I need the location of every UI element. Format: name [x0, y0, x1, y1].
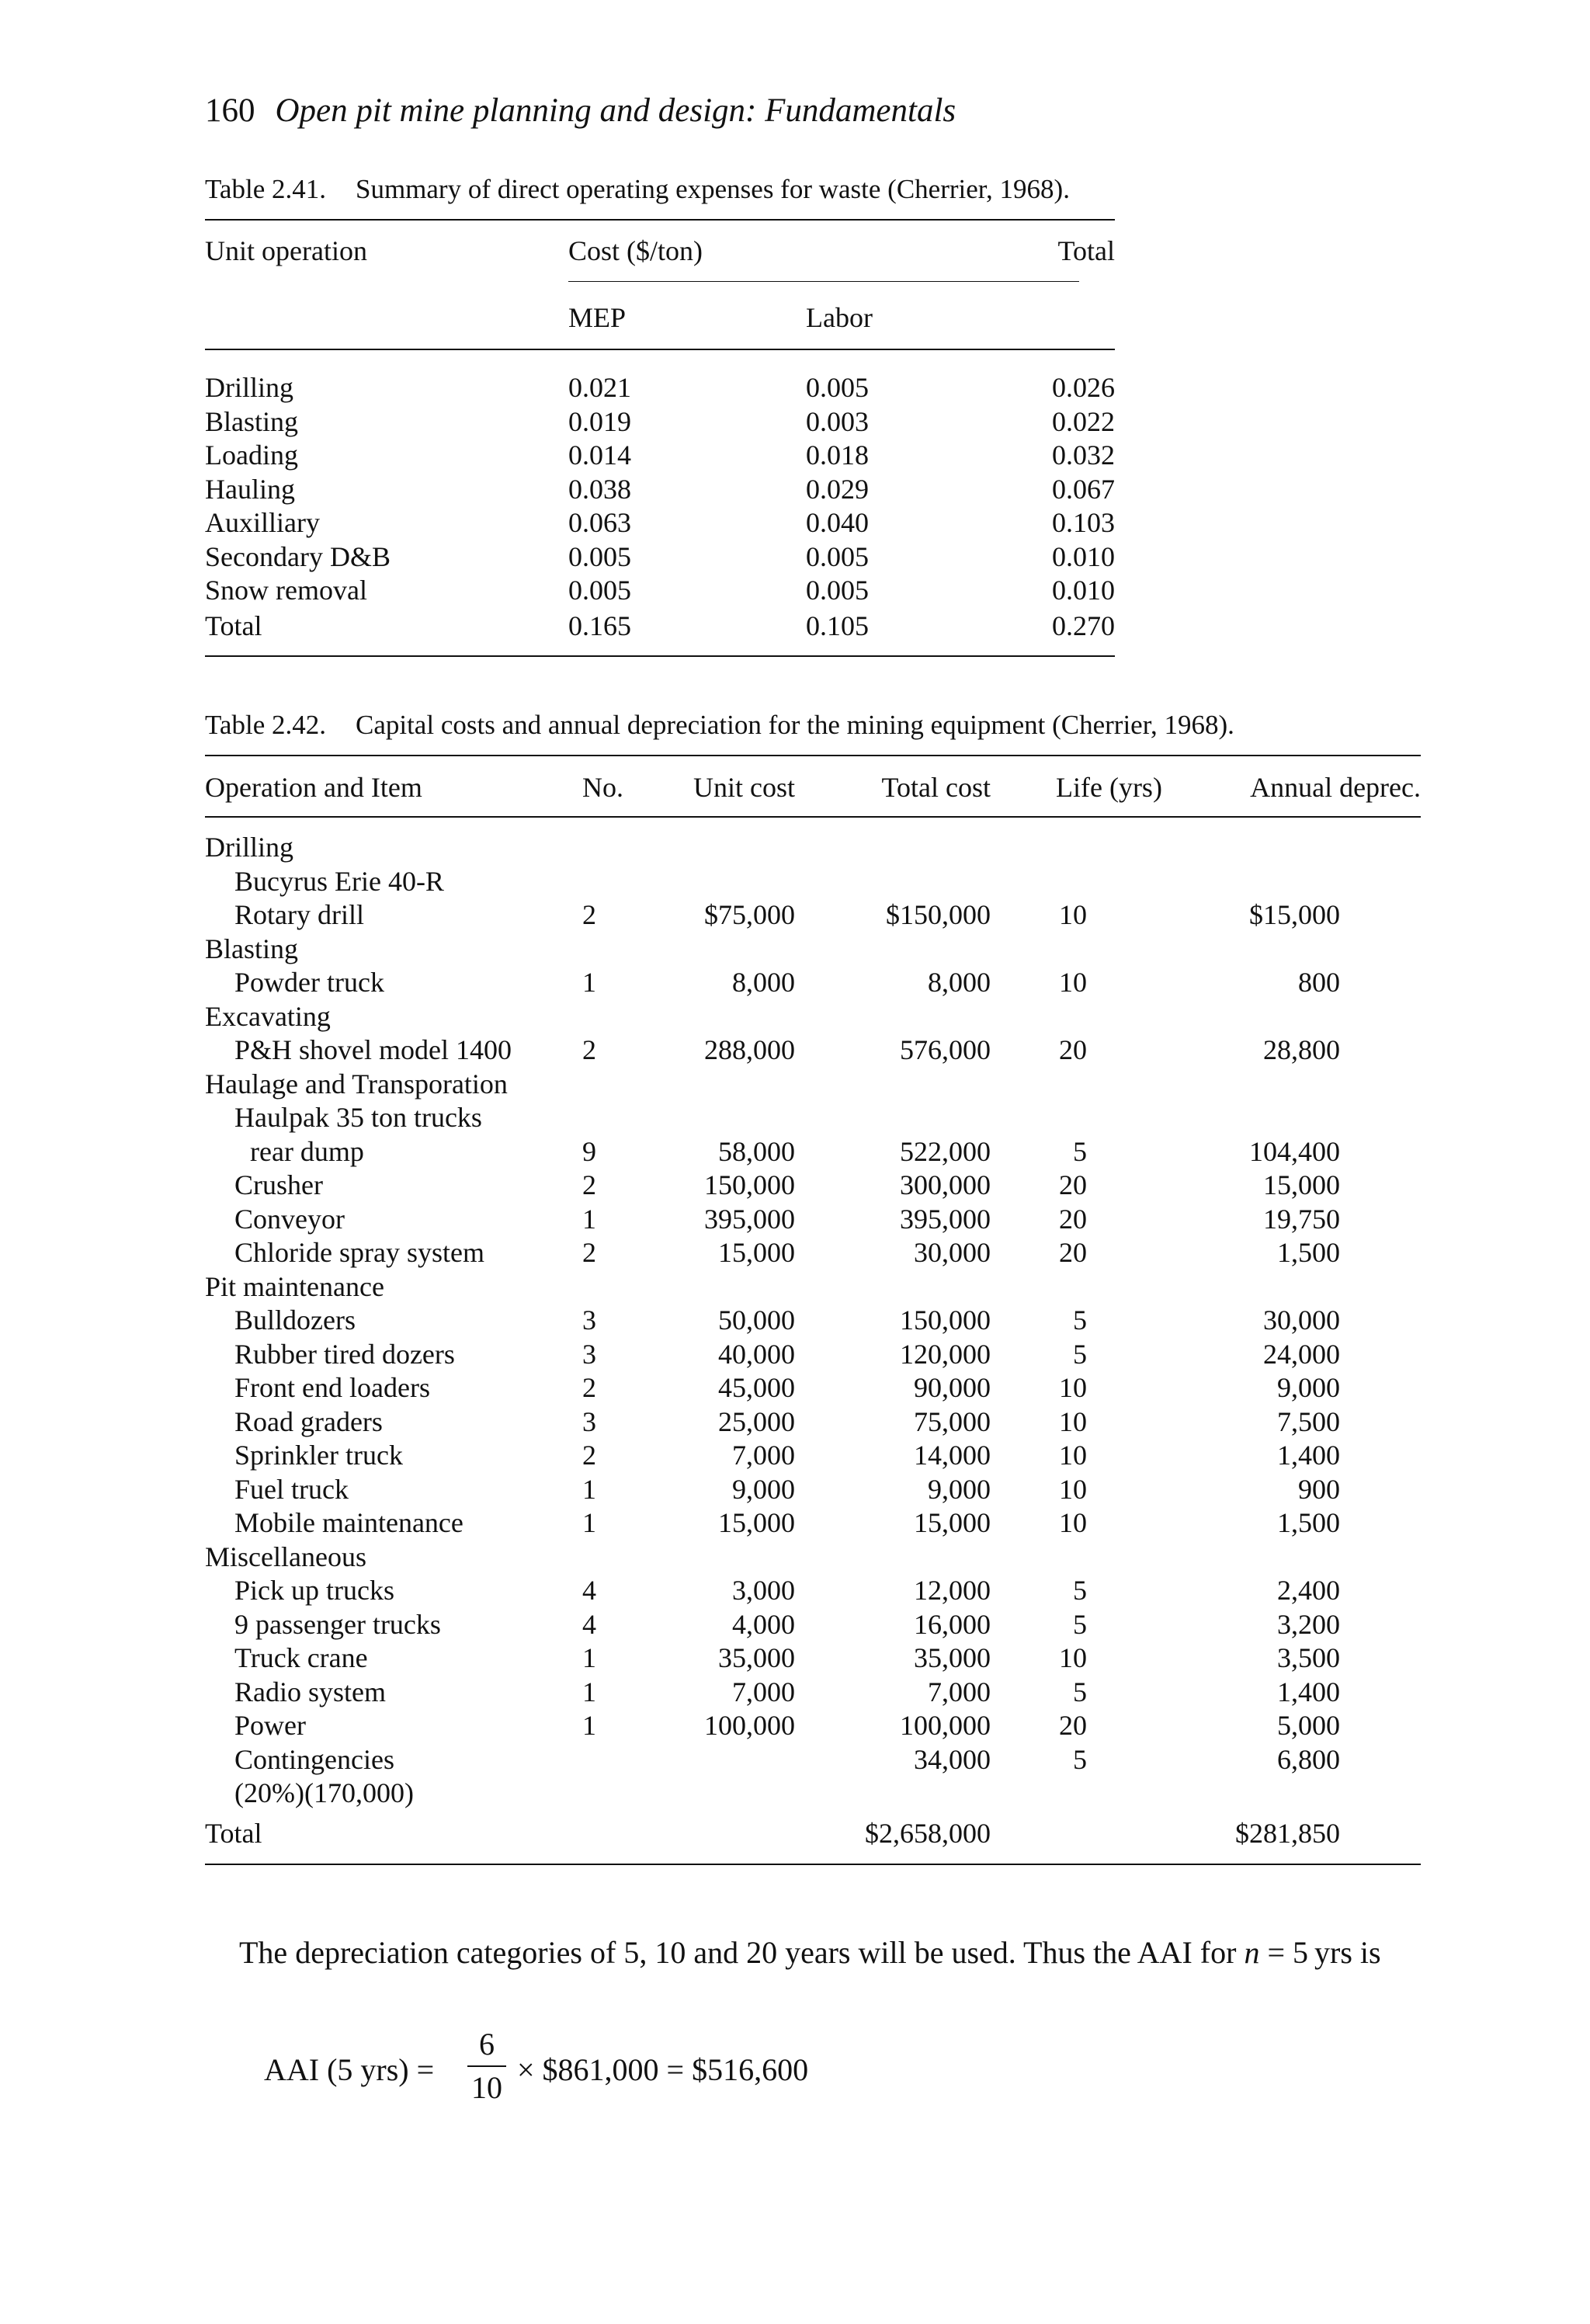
- fraction-numerator: 6: [479, 2027, 495, 2062]
- row-item: Powder truck: [234, 967, 384, 998]
- row-item: Bulldozers: [234, 1304, 356, 1336]
- table-label: Table 2.42.: [205, 710, 326, 740]
- table-top-rule: [205, 755, 1421, 756]
- total-labor: 0.105: [806, 610, 869, 641]
- header-mep: MEP: [568, 302, 627, 333]
- fraction-bar: [467, 2065, 506, 2067]
- row-item: Mobile maintenance: [234, 1507, 463, 1538]
- table-caption-text: Capital costs and annual depreciation for the mining equipment (Cherrier, 1968).: [355, 710, 1234, 740]
- table-label: Table 2.41.: [205, 174, 326, 204]
- row-no: 9: [582, 1135, 596, 1167]
- row-total: 0.067: [1052, 473, 1115, 505]
- row-unit-cost: 150,000: [704, 1169, 795, 1200]
- row-life: 5: [1073, 1575, 1087, 1606]
- row-no: 3: [582, 1304, 596, 1336]
- total-label: Total: [205, 610, 262, 641]
- row-unit-cost: 395,000: [704, 1203, 795, 1235]
- row-no: 4: [582, 1608, 596, 1640]
- row-unit-cost: 9,000: [732, 1473, 795, 1505]
- row-total: 0.010: [1052, 575, 1115, 606]
- row-item: P&H shovel model 1400: [234, 1034, 512, 1065]
- row-annual: 19,750: [1263, 1203, 1340, 1235]
- row-total-cost: 7,000: [928, 1676, 991, 1707]
- row-annual: 1,500: [1277, 1507, 1340, 1538]
- row-total-cost: 150,000: [900, 1304, 991, 1336]
- body-paragraph: [205, 1931, 1421, 1974]
- row-item: Haulpak 35 ton trucks: [234, 1102, 482, 1133]
- row-life: 10: [1059, 1405, 1087, 1437]
- row-total: 0.022: [1052, 405, 1115, 437]
- row-no: 2: [582, 1237, 596, 1268]
- row-total: 0.103: [1052, 507, 1115, 538]
- row-unit-cost: 25,000: [718, 1405, 795, 1437]
- row-item: Truck crane: [234, 1642, 368, 1673]
- row-life: 10: [1059, 1642, 1087, 1673]
- row-total-cost: 8,000: [928, 967, 991, 998]
- row-total-cost: 75,000: [914, 1405, 991, 1437]
- row-unit-cost: 15,000: [718, 1237, 795, 1268]
- row-no: 1: [582, 967, 596, 998]
- row-unit-cost: 3,000: [732, 1575, 795, 1606]
- row-total-cost: 34,000: [914, 1743, 991, 1775]
- row-life: 5: [1073, 1338, 1087, 1370]
- table-2-41-caption: [205, 174, 1070, 205]
- paragraph-text-b: = 5 yrs is: [1259, 1935, 1381, 1970]
- row-annual: 900: [1298, 1473, 1340, 1505]
- row-annual: 2,400: [1277, 1575, 1340, 1606]
- table-bottom-rule: [205, 1864, 1421, 1865]
- row-life: 5: [1073, 1743, 1087, 1775]
- row-life: 10: [1059, 1473, 1087, 1505]
- row-unit-cost: 288,000: [704, 1034, 795, 1065]
- row-total-cost: 12,000: [914, 1575, 991, 1606]
- row-mep: 0.019: [568, 405, 631, 437]
- row-item: Chloride spray system: [234, 1237, 484, 1268]
- row-labor: 0.005: [806, 372, 869, 403]
- row-life: 5: [1073, 1135, 1087, 1167]
- row-no: 2: [582, 1372, 596, 1403]
- row-no: 1: [582, 1507, 596, 1538]
- row-total-cost: 14,000: [914, 1440, 991, 1471]
- header-cost: Cost ($/ton): [568, 235, 703, 266]
- header-annual: Annual deprec.: [1250, 772, 1421, 803]
- row-life: 10: [1059, 967, 1087, 998]
- row-no: 2: [582, 1440, 596, 1471]
- row-annual: 9,000: [1277, 1372, 1340, 1403]
- row-labor: 0.040: [806, 507, 869, 538]
- total-total: 0.270: [1052, 610, 1115, 641]
- row-total-cost: 15,000: [914, 1507, 991, 1538]
- row-operation: Hauling: [205, 473, 295, 505]
- row-item: Drilling: [205, 832, 293, 863]
- header-total-cost: Total cost: [881, 772, 991, 803]
- row-annual: 5,000: [1277, 1710, 1340, 1741]
- row-item: Pit maintenance: [205, 1270, 384, 1302]
- row-item: Fuel truck: [234, 1473, 349, 1505]
- row-total-cost: 300,000: [900, 1169, 991, 1200]
- row-annual: 30,000: [1263, 1304, 1340, 1336]
- row-item: Excavating: [205, 1000, 331, 1032]
- row-item: Haulage and Transporation: [205, 1068, 508, 1099]
- row-total-cost: 576,000: [900, 1034, 991, 1065]
- total-label: Total: [205, 1818, 262, 1849]
- total-total-cost: $2,658,000: [865, 1818, 991, 1849]
- row-no: 1: [582, 1676, 596, 1707]
- row-operation: Drilling: [205, 372, 293, 403]
- row-mep: 0.063: [568, 507, 631, 538]
- row-unit-cost: 35,000: [718, 1642, 795, 1673]
- header-total: Total: [1057, 235, 1115, 266]
- row-operation: Loading: [205, 439, 298, 471]
- row-total-cost: 9,000: [928, 1473, 991, 1505]
- row-item: Pick up trucks: [234, 1575, 394, 1606]
- equation-lhs: AAI (5 yrs) =: [264, 2052, 435, 2087]
- header-unit-cost: Unit cost: [693, 772, 795, 803]
- row-operation: Snow removal: [205, 575, 367, 606]
- row-item: Crusher: [234, 1169, 323, 1200]
- row-annual: 28,800: [1263, 1034, 1340, 1065]
- row-no: 4: [582, 1575, 596, 1606]
- row-annual: 15,000: [1263, 1169, 1340, 1200]
- row-total: 0.010: [1052, 540, 1115, 572]
- row-total-cost: 100,000: [900, 1710, 991, 1741]
- row-unit-cost: 8,000: [732, 967, 795, 998]
- row-total-cost: 522,000: [900, 1135, 991, 1167]
- row-item: Conveyor: [234, 1203, 345, 1235]
- row-no: 1: [582, 1473, 596, 1505]
- row-total-cost: 16,000: [914, 1608, 991, 1640]
- row-total-cost: 35,000: [914, 1642, 991, 1673]
- row-life: 20: [1059, 1237, 1087, 1268]
- table-2-42-caption: [205, 710, 1234, 741]
- book-subtitle: : Fundamentals: [745, 92, 956, 129]
- row-mep: 0.005: [568, 575, 631, 606]
- paragraph-variable: n: [1244, 1935, 1260, 1970]
- table-top-rule: [205, 219, 1115, 221]
- row-item: Rotary drill: [234, 899, 364, 930]
- row-total-cost: 30,000: [914, 1237, 991, 1268]
- row-item: Miscellaneous: [205, 1541, 366, 1572]
- row-item: Radio system: [234, 1676, 386, 1707]
- row-unit-cost: 58,000: [718, 1135, 795, 1167]
- header-bottom-rule: [205, 816, 1421, 818]
- book-title: Open pit mine planning and design: [275, 92, 746, 129]
- row-life: 10: [1059, 1507, 1087, 1538]
- page-number: 160: [205, 92, 255, 129]
- row-labor: 0.005: [806, 540, 869, 572]
- row-mep: 0.038: [568, 473, 631, 505]
- row-total: 0.032: [1052, 439, 1115, 471]
- header-bottom-rule: [205, 349, 1115, 350]
- row-total-cost: 395,000: [900, 1203, 991, 1235]
- row-operation: Secondary D&B: [205, 540, 391, 572]
- header-unit-operation: Unit operation: [205, 235, 367, 266]
- row-no: 1: [582, 1710, 596, 1741]
- row-life: 10: [1059, 1440, 1087, 1471]
- row-total-cost: 90,000: [914, 1372, 991, 1403]
- cost-subheader-rule: [568, 281, 1079, 282]
- row-no: 3: [582, 1338, 596, 1370]
- header-no: No.: [582, 772, 623, 803]
- row-annual: 7,500: [1277, 1405, 1340, 1437]
- row-annual: 800: [1298, 967, 1340, 998]
- row-item: Power: [234, 1710, 306, 1741]
- row-no: 1: [582, 1642, 596, 1673]
- row-unit-cost: 15,000: [718, 1507, 795, 1538]
- row-annual: 24,000: [1263, 1338, 1340, 1370]
- row-life: 10: [1059, 899, 1087, 930]
- table-2-42: [205, 753, 1421, 1871]
- row-life: 5: [1073, 1608, 1087, 1640]
- row-unit-cost: 7,000: [732, 1676, 795, 1707]
- row-life: 5: [1073, 1304, 1087, 1336]
- total-annual: $281,850: [1235, 1818, 1340, 1849]
- row-item: Blasting: [205, 933, 299, 964]
- row-total-cost: $150,000: [886, 899, 991, 930]
- row-item: Rubber tired dozers: [234, 1338, 455, 1370]
- row-no: 2: [582, 1034, 596, 1065]
- row-no: 3: [582, 1405, 596, 1437]
- row-life: 5: [1073, 1676, 1087, 1707]
- row-operation: Blasting: [205, 405, 299, 437]
- row-life: 10: [1059, 1372, 1087, 1403]
- row-annual: $15,000: [1249, 899, 1340, 930]
- row-item: Front end loaders: [234, 1372, 430, 1403]
- row-no: 2: [582, 1169, 596, 1200]
- row-annual: 3,200: [1277, 1608, 1340, 1640]
- header-labor: Labor: [806, 302, 873, 333]
- row-operation: Auxilliary: [205, 507, 320, 538]
- row-life: 20: [1059, 1169, 1087, 1200]
- row-labor: 0.018: [806, 439, 869, 471]
- row-annual: 1,400: [1277, 1440, 1340, 1471]
- row-item: Bucyrus Erie 40-R: [234, 865, 444, 897]
- row-labor: 0.005: [806, 575, 869, 606]
- row-unit-cost: 45,000: [718, 1372, 795, 1403]
- row-annual: 1,400: [1277, 1676, 1340, 1707]
- total-mep: 0.165: [568, 610, 631, 641]
- row-unit-cost: 40,000: [718, 1338, 795, 1370]
- table-2-41: [205, 217, 1115, 660]
- row-unit-cost: 100,000: [704, 1710, 795, 1741]
- row-no: 2: [582, 899, 596, 930]
- row-annual: 6,800: [1277, 1743, 1340, 1775]
- row-annual: 3,500: [1277, 1642, 1340, 1673]
- row-annual: 1,500: [1277, 1237, 1340, 1268]
- row-item: Contingencies: [234, 1743, 394, 1775]
- row-labor: 0.003: [806, 405, 869, 437]
- row-item: Sprinkler truck: [234, 1440, 403, 1471]
- equation-fraction: [467, 2027, 506, 2106]
- row-total: 0.026: [1052, 372, 1115, 403]
- row-unit-cost: $75,000: [704, 899, 795, 930]
- table-bottom-rule: [205, 655, 1115, 657]
- row-mep: 0.021: [568, 372, 631, 403]
- row-labor: 0.029: [806, 473, 869, 505]
- row-item: 9 passenger trucks: [234, 1608, 441, 1640]
- row-total-cost: 120,000: [900, 1338, 991, 1370]
- header-item: Operation and Item: [205, 772, 422, 803]
- running-head: [205, 92, 956, 130]
- fraction-denominator: 10: [471, 2070, 502, 2105]
- row-mep: 0.005: [568, 540, 631, 572]
- row-life: 20: [1059, 1034, 1087, 1065]
- row-item: rear dump: [250, 1135, 364, 1167]
- paragraph-text-a: The depreciation categories of 5, 10 and 20 years will be used. Thus the AAI for: [239, 1935, 1245, 1970]
- row-mep: 0.014: [568, 439, 631, 471]
- row-life: 20: [1059, 1710, 1087, 1741]
- equation-rhs: × $861,000 = $516,600: [517, 2052, 809, 2087]
- header-life: Life (yrs): [1056, 772, 1162, 803]
- row-unit-cost: 50,000: [718, 1304, 795, 1336]
- row-unit-cost: 4,000: [732, 1608, 795, 1640]
- table-caption-text: Summary of direct operating expenses for waste (Cherrier, 1968).: [355, 174, 1070, 204]
- row-life: 20: [1059, 1203, 1087, 1235]
- row-annual: 104,400: [1249, 1135, 1340, 1167]
- row-unit-cost: 7,000: [732, 1440, 795, 1471]
- row-no: 1: [582, 1203, 596, 1235]
- row-item: Road graders: [234, 1405, 383, 1437]
- row-item: (20%)(170,000): [234, 1777, 414, 1808]
